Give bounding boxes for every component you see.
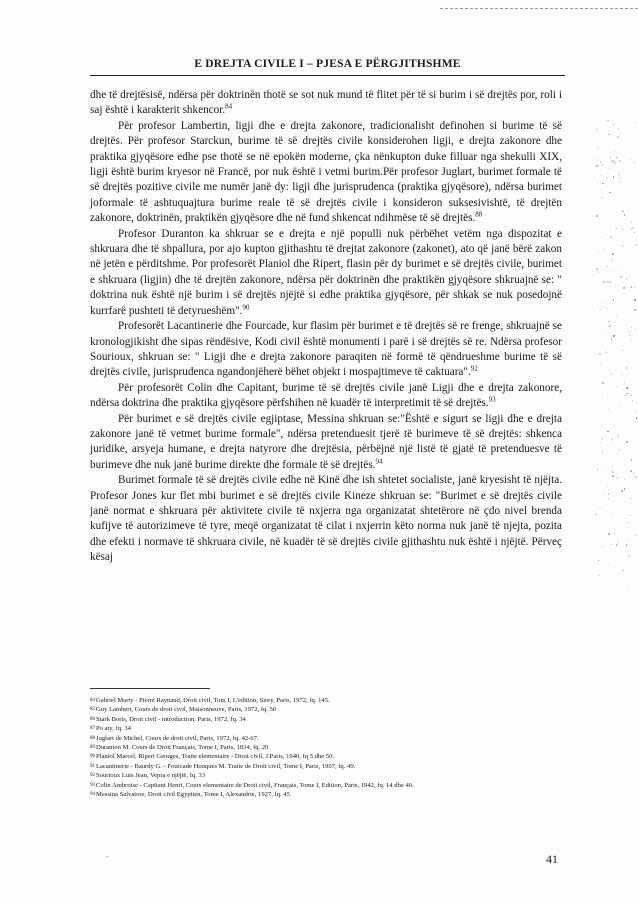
speckle-dot: [626, 278, 627, 279]
speckle-dot: [606, 234, 607, 235]
speckle-dot: [633, 473, 634, 474]
speckle-dot: [612, 475, 613, 476]
footnote-mark-84: 84: [225, 102, 233, 111]
paragraph-2-text: Për profesor Lambertin, ligji dhe e drejta zakonore, tradicionalisht definohen si burime të së drejtës. Për profesor Starckun, burime të së drejtës civile konsiderohen ligji, e drejta zakonore dhe praktika gjyqësore edhe pse thotë se në epokën moderne, çka nënkupton duke filluar nga shekulli XIX, ligji është burim kryesor në Francë, por nuk është i vetmi burim.Për profesor Juglart, burimet formale të së drejtës pozitive civile me numër janë dy: ligji dhe jurisprudenca (praktika gjyqësore), ndërsa burimet joformale të ashtuquajtura burime reale të së drejtës civile i konsideron suksesivishtë, të drejtën zakonore, doktrinën, praktikën gjyqësore dhe në fund shkencat ndihmëse të së drejtës.: [90, 119, 562, 225]
footnote-number: 85: [90, 707, 95, 713]
speckle-dot: [599, 507, 601, 509]
speckle-dot: [602, 382, 604, 384]
speckle-dot: [612, 253, 613, 254]
speckle-dot: [602, 183, 604, 185]
footnote-text: Po aty, fq. 34: [96, 725, 131, 733]
speckle-dot: [602, 346, 603, 347]
speckle-dot: [619, 182, 620, 183]
speckle-dot: [596, 268, 598, 270]
speckle-dot: [605, 331, 606, 332]
speckle-dot: [597, 181, 599, 183]
speckle-dot: [618, 128, 619, 129]
speckle-dot: [610, 157, 611, 158]
speckle-dot: [612, 441, 613, 442]
footnote-mark-88: 88: [475, 210, 483, 219]
speckle-dot: [606, 352, 607, 353]
speckle-dot: [603, 281, 605, 283]
speckle-dot: [618, 541, 619, 542]
footnote-mark-92: 92: [470, 364, 478, 373]
speckle-dot: [635, 329, 636, 330]
paragraph-6: [90, 412, 562, 474]
speckle-dot: [624, 488, 625, 489]
speckle-dot: [601, 197, 603, 199]
scan-speckle: [596, 120, 638, 590]
speckle-dot: [631, 159, 632, 160]
footnote-rule: [90, 688, 210, 689]
footnote-number: 89: [90, 745, 95, 751]
speckle-dot: [626, 393, 627, 394]
speckle-dot: [617, 386, 618, 387]
speckle-dot: [636, 417, 637, 418]
speckle-dot: [608, 408, 609, 409]
speckle-dot: [615, 151, 616, 152]
speckle-dot: [597, 148, 598, 149]
speckle-dot: [627, 584, 628, 585]
speckle-dot: [615, 163, 616, 164]
running-header: E DREJTA CIVILE I – PJESA E PËRGJITHSHME: [194, 58, 461, 70]
speckle-dot: [610, 270, 611, 271]
footnote-mark-94: 94: [375, 457, 383, 466]
speckle-dot: [599, 353, 601, 355]
speckle-dot: [636, 127, 637, 128]
paragraph-5-text: Për profesorët Colin dhe Capitant, burime të së drejtës civile janë Ligji dhe e drejta zakonore, ndërsa doktrina dhe praktika gjyqësore përfshihen në kuadër të interpretimit të së drejtës.: [90, 381, 562, 410]
footnote-85: [90, 705, 562, 714]
footnote-number: 94: [90, 792, 95, 798]
speckle-dot: [631, 286, 633, 288]
footnote-91: [90, 762, 562, 771]
speckle-dot: [606, 177, 607, 178]
speckle-dot: [616, 228, 618, 230]
speckle-dot: [623, 570, 624, 571]
footnote-87: [90, 724, 562, 733]
footnote-text: Messina Salvatore, Droit civil Egyptien, Tome I, Alexandrie, 1927, fq. 45: [96, 791, 290, 799]
paragraph-1-text: dhe të drejtësisë, ndërsa për doktrinën thotë se sot nuk mund të flitet për të si burim i së drejtës por, roli i saj është i karakterit shkencor.: [90, 89, 562, 117]
speckle-dot: [634, 232, 635, 233]
speckle-dot: [619, 178, 620, 179]
speckle-dot: [611, 161, 612, 162]
speckle-dot: [631, 459, 632, 460]
footnote-84: [90, 696, 562, 705]
speckle-dot: [596, 165, 598, 167]
speckle-dot: [630, 470, 632, 472]
footnote-text: Guy Lambert, Cours de droit civil, Maisonneuve, Paris, 1972, fq. 50: [96, 706, 277, 714]
speckle-dot: [634, 299, 636, 301]
speckle-dot: [602, 451, 603, 452]
speckle-dot: [611, 544, 612, 545]
speckle-dot: [635, 476, 637, 478]
speckle-dot: [610, 236, 612, 238]
speckle-dot: [616, 157, 617, 158]
speckle-dot: [609, 134, 611, 136]
speckle-dot: [611, 339, 612, 340]
footnote-92: [90, 771, 562, 780]
paragraph-4-text: Profesorët Lacantinerie dhe Fourcade, kur flasim për burimet e të drejtës së re frenge, shkruajnë se kronologjikisht dhe sipas rëndësive, Kodi civil është monumenti i parë i së drejtës së re. Ndërsa profesor Souriouх, shkruan se: " Ligji dhe e drejta zakonore paraqiten në formë të qëndrueshme burime të së drejtës civile, jurisprudenca ngandonjëherë bëhet objekt i mospajtimeve të caktuara".: [90, 320, 562, 379]
speckle-dot: [608, 533, 610, 535]
speckle-dot: [629, 335, 630, 336]
speckle-dot: [610, 282, 611, 283]
speckle-dot: [624, 478, 625, 479]
footnote-number: 91: [90, 763, 95, 769]
speckle-dot: [631, 395, 632, 396]
speckle-dot: [618, 434, 619, 435]
paragraph-7: [90, 473, 562, 565]
speckle-dot: [605, 303, 606, 304]
paragraph-1: [90, 88, 562, 119]
speckle-dot: [600, 442, 601, 443]
footnote-text: Colin Ambroise - Capitant Henri, Cours elementaire de Droit civil, Français, Tome I, Edition, Paris, 1942, fq. 14 dhe 40.: [96, 781, 414, 789]
speckle-dot: [628, 388, 629, 389]
speckle-dot: [619, 450, 620, 451]
speckle-dot: [612, 439, 613, 440]
speckle-dot: [607, 281, 608, 282]
speckle-dot: [631, 221, 633, 223]
speckle-dot: [598, 560, 599, 561]
speckle-dot: [607, 120, 608, 121]
footnote-number: 88: [90, 735, 95, 741]
footnote-86: [90, 715, 562, 724]
speckle-dot: [626, 544, 627, 545]
speckle-dot: [624, 214, 626, 216]
speckle-dot: [612, 514, 613, 515]
speckle-dot: [613, 124, 614, 125]
speckle-dot: [610, 228, 611, 229]
speckle-dot: [614, 297, 615, 298]
speckle-dot: [597, 158, 598, 159]
speckle-dot: [606, 266, 607, 267]
speckle-dot: [598, 251, 599, 252]
speckle-dot: [621, 373, 623, 375]
speckle-dot: [618, 174, 619, 175]
margin-mark: -: [106, 852, 109, 861]
paragraph-3-text: Profesor Duranton ka shkruar se e drejta e një populli nuk përbëhet vetëm nga dispozitat e shkruara dhe të shpallura, por ajo kupton gjithashtu të drejtat zakonore (zakonet), ato që janë bërë zakon në jetën e përditshme. Por profesorët Planiol dhe Ripert, flasin për dy burimet e së drejtës civile, burimet e shkruara (ligjin) dhe të drejtën zakonore, ndërsa për doktrinën dhe praktikën gjyqësore shkruajnë se: " doktrina nuk është një burim i së drejtës njëjtë si edhe praktika gjyqësore, për shkak se nuk posedojnë kurrfarë pushteti të detyrueshëm".: [90, 227, 562, 317]
speckle-dot: [634, 309, 636, 311]
footnote-text: Planiol Marcel, Ripert Georges, Traite elementaire - Droit civil, J.Paris, 1940, fq 5 dhe 50.: [96, 753, 335, 761]
speckle-dot: [619, 160, 621, 162]
speckle-dot: [604, 494, 605, 495]
speckle-dot: [601, 175, 602, 176]
footnote-93: [90, 781, 562, 790]
speckle-dot: [626, 367, 628, 369]
footnote-number: 92: [90, 773, 95, 779]
speckle-dot: [632, 227, 634, 229]
speckle-dot: [634, 287, 635, 288]
footnote-text: Stark Boris, Droit civil - introduction, Paris, 1972, fq. 34: [96, 715, 246, 723]
speckle-dot: [602, 189, 603, 190]
speckle-dot: [622, 211, 623, 212]
speckle-dot: [599, 575, 600, 576]
speckle-dot: [602, 439, 603, 440]
footnote-number: 87: [90, 726, 95, 732]
speckle-dot: [634, 162, 635, 163]
footnote-text: Juglart de Michel, Cours de droit civil, Paris, 1972, fq. 42-67.: [96, 734, 259, 742]
speckle-dot: [620, 276, 622, 278]
footnote-mark-90: 90: [242, 302, 250, 311]
speckle-dot: [617, 437, 618, 438]
speckle-dot: [631, 340, 632, 341]
footnote-number: 86: [90, 716, 95, 722]
footnote-90: [90, 752, 562, 761]
speckle-dot: [617, 477, 618, 478]
paragraph-6-text: Për burimet e së drejtës civile egjiptase, Messina shkruan se:"Është e sigurt se ligji dhe e drejta zakonore janë të vetmet burime formale", ndërsa pretenduesit tjerë të burimeve të së drejtës: shkenca juridike, arsyeja humane, e drejta natyrore dhe drejtësia, përbëjnë një listë të gjatë të pretenduesve të burimeve dhe nuk janë burime direkte dhe formale të së drejtës.: [90, 412, 562, 471]
speckle-dot: [609, 168, 610, 169]
speckle-dot: [630, 498, 631, 499]
speckle-dot: [624, 382, 625, 383]
speckle-dot: [622, 245, 624, 247]
speckle-dot: [606, 308, 607, 309]
speckle-dot: [630, 331, 631, 332]
speckle-dot: [622, 350, 623, 351]
speckle-dot: [597, 469, 598, 470]
header-rule: [90, 75, 565, 76]
speckle-dot: [596, 129, 598, 131]
speckle-dot: [632, 400, 633, 401]
speckle-dot: [607, 397, 608, 398]
speckle-dot: [616, 544, 618, 546]
paragraph-5: [90, 381, 562, 412]
scan-edge-line: [440, 8, 638, 9]
speckle-dot: [627, 522, 628, 523]
speckle-dot: [629, 515, 630, 516]
speckle-dot: [622, 229, 623, 230]
speckle-dot: [613, 335, 614, 336]
speckle-dot: [603, 249, 604, 250]
speckle-dot: [625, 518, 626, 519]
footnote-88: [90, 734, 562, 743]
speckle-dot: [617, 267, 618, 268]
footnote-text: Duranton M. Cours de Droit Français, Tome I, Paris, 1834, fq. 20: [96, 744, 269, 752]
speckle-dot: [613, 176, 614, 177]
speckle-dot: [614, 474, 615, 475]
paragraph-7-text: Burimet formale të së drejtës civile edhe në Kinë dhe ish shtetet socialiste, janë kryesisht të njëjta. Profesor Jones kur flet mbi burimet e së drejtës civile Kineze shkruan se: "Burimet e së drejtës civile janë normat e shkruara për aktivitete civile të nxjerra nga organizatat shtetërore në çdo nivel brenda kufijve të autorizimeve të tyre, meqë organizatat të cilat i nxjerrin këto norma nuk janë të njejta, pozita dhe efekti i normave të shkruara civile, në kuadër të së drejtës civile gjithashtu nuk është i njëjtë. Përveç kësaj: [90, 474, 562, 564]
speckle-dot: [605, 468, 606, 469]
body-text: [90, 88, 562, 566]
paragraph-3: [90, 227, 562, 319]
speckle-dot: [612, 471, 614, 473]
speckle-dot: [599, 309, 600, 310]
speckle-dot: [597, 271, 598, 272]
footnote-number: 93: [90, 782, 95, 788]
paragraph-4: [90, 319, 562, 381]
speckle-dot: [634, 123, 635, 124]
speckle-dot: [608, 499, 609, 500]
speckle-dot: [625, 395, 626, 396]
speckle-dot: [609, 192, 610, 193]
footnote-number: 84: [90, 698, 95, 703]
speckle-dot: [611, 260, 612, 261]
speckle-dot: [623, 287, 625, 289]
speckle-dot: [600, 363, 601, 364]
speckle-dot: [635, 244, 637, 246]
speckle-dot: [628, 555, 630, 557]
speckle-dot: [617, 136, 619, 138]
speckle-dot: [611, 373, 612, 374]
speckle-dot: [635, 535, 636, 536]
speckle-dot: [614, 533, 615, 534]
speckle-dot: [626, 441, 628, 443]
speckle-dot: [602, 164, 603, 165]
footnote-94: [90, 790, 562, 799]
speckle-dot: [635, 411, 636, 412]
footnote-number: 90: [90, 754, 95, 760]
footnote-text: Souriouх Luis Jean, Vepra e njëjtë, fq. 33: [96, 772, 206, 780]
speckle-dot: [631, 326, 632, 327]
speckle-dot: [607, 431, 609, 433]
footnote-89: [90, 743, 562, 752]
speckle-dot: [600, 161, 601, 162]
speckle-dot: [621, 490, 623, 492]
footnote-mark-93: 93: [488, 395, 496, 404]
page-number: 41: [546, 852, 558, 866]
speckle-dot: [614, 567, 615, 568]
speckle-dot: [608, 493, 610, 495]
speckle-dot: [619, 406, 620, 407]
speckle-dot: [621, 163, 622, 164]
footnote-text: Lacantinerie - Baurdy G. - Fourcade Houques M. Traite de Droit civil, Tome I, Paris, 1907, fq. 49.: [96, 762, 356, 770]
footnote-text: Gabriel Marty - Pierre Raynaud, Droit civil, Tom I, L'edition, Sirey, Paris, 1972, fq. 145.: [96, 697, 330, 704]
paragraph-2: [90, 119, 562, 227]
speckle-dot: [606, 486, 607, 487]
speckle-dot: [596, 215, 598, 217]
speckle-dot: [596, 514, 597, 515]
speckle-dot: [608, 321, 609, 322]
footnotes: [90, 696, 562, 799]
speckle-dot: [615, 335, 616, 336]
speckle-dot: [613, 299, 615, 301]
speckle-dot: [616, 316, 617, 317]
speckle-dot: [609, 325, 611, 327]
speckle-dot: [602, 546, 603, 547]
speckle-dot: [628, 539, 629, 540]
